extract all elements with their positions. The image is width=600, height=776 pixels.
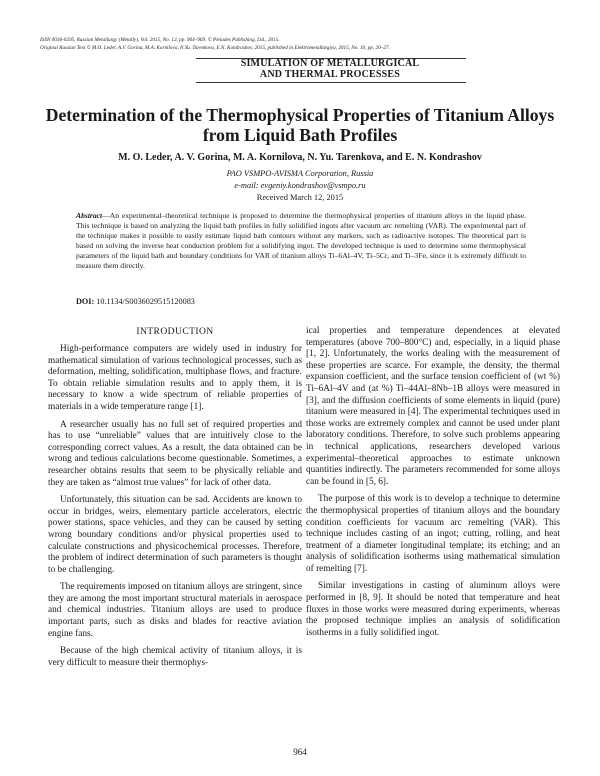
body-paragraph: Unfortunately, this situation can be sad. Accidents are known to occur in bridges, weirs, elementary particle accelerators, electric power stations, space vehicles, and they can be caused by setting wrong boundary conditions and/or physical properties used to calculate constructions and physicochemical processes. Therefore, the problem of indirect determination of such parameters is thought to be challenging. (48, 495, 302, 575)
section-line-1: SIMULATION OF METALLURGICAL (240, 58, 420, 69)
article-title-line-1: Determination of the Thermophysical Properties of Titanium Alloys (45, 105, 555, 125)
author-list: M. O. Leder, A. V. Gorina, M. A. Kornilova, N. Yu. Tarenkova, and E. N. Kondrashov (118, 152, 482, 163)
section-rule-bottom (196, 82, 466, 83)
left-column (48, 326, 302, 675)
journal-header (40, 36, 570, 52)
body-paragraph: ical properties and temperature dependences at elevated temperatures (above 700–800°C) and, especially, in a liquid phase [1, 2]. Unfortunately, the works dealing with the measurement of these properties are scarce. For example, the density, the thermal expansion coefficient, and the surface tension coefficient of (wt %) Ti–6Al–4V and (at %) Ti–44Al–8Nb–1B alloys were measured in [3], and the diffusion coefficients of some elements in liquid (pure) titanium were measured in [4]. The experimental techniques used in those works are extremely complex and cannot be used under plant laboratory conditions. Therefore, to solve such problems appearing in technical applications, researchers developed various experimental–theoretical approaches to estimate unknown quantities indirectly. The parameters recommended for some alloys can be found in [5, 6]. (306, 326, 560, 487)
doi-label: DOI: (76, 297, 95, 306)
body-paragraph: The requirements imposed on titanium alloys are stringent, since they are among the most important structural materials in aerospace and chemical industries. Titanium alloys are used to produce important parts, such as disks and blades for reactive aviation engine fans. (48, 582, 302, 639)
article-title (40, 105, 560, 145)
abstract-label: Abstract (76, 211, 103, 220)
right-column (306, 326, 560, 645)
original-text-line: Original Russian Text © M.O. Leder, A.V. Gorina, M.A. Kornilova, N.Yu. Tarenkova, E.N. Kondrashov, 2015, published in Elektrometallurgiya, 2015, No. 10, pp. 20–27. (40, 45, 390, 51)
introduction-heading: INTRODUCTION (136, 326, 214, 337)
abstract (76, 211, 526, 271)
page-number: 964 (293, 747, 307, 757)
doi (76, 297, 376, 307)
section-line-2: AND THERMAL PROCESSES (259, 69, 401, 80)
abstract-text: —An experimental–theoretical technique is proposed to determine the thermophysical properties of titanium alloys in the liquid phase. This technique is based on analyzing the liquid bath profiles in fully solidified ingots after vacuum arc remelting (VAR). The experimental part of the technique makes it possible to easily estimate liquid bath contours without any markers, such as radioactive isotopes. The theoretical part is based on solving the inverse heat conduction problem for a solidifying ingot. The developed technique is used to determine some thermophysical parameters of the liquid bath and boundary conditions for VAR of titanium alloys Ti–6Al–4V, Ti–5Cr, and Ti–3Fe, since it is extremely difficult to measure them directly. (76, 211, 526, 270)
body-paragraph: The purpose of this work is to develop a technique to determine the thermophysical properties of titanium alloys and the boundary condition coefficients for vacuum arc remelting (VAR). This technique includes casting of an ingot; cutting, rolling, and heat treatment of a diameter longitudinal template; its etching; and an analysis of solidification isotherms using mathematical simulation of remelting [7]. (306, 494, 560, 574)
body-paragraph: Because of the high chemical activity of titanium alloys, it is very difficult to measure their thermophys- (48, 646, 302, 668)
section-banner (170, 58, 490, 80)
article-title-line-2: from Liquid Bath Profiles (202, 125, 398, 145)
body-paragraph: High-performance computers are widely used in industry for mathematical simulation of various technological processes, such as deformation, melting, solidification, multiphase flows, and fracture. To obtain reliable simulation results and to apply them, it is necessary to know a wide spectrum of reliable properties of materials in a wide temperature range [1]. (48, 344, 302, 412)
body-paragraph: A researcher usually has no full set of required properties and has to use “unreliable” values that are intuitively close to the corresponding correct values. As a result, the data obtained can be wrong and tedious calculations become questionable. Sometimes, a researcher obtains results that seem to be physically reliable and they are taken as “almost true values” for lack of other data. (48, 419, 302, 488)
doi-value: 10.1134/S0036029515120083 (96, 297, 195, 306)
contact-email: e-mail: evgeniy.kondrashov@vsmpo.ru (234, 181, 366, 190)
received-date: Received March 12, 2015 (256, 193, 344, 202)
affiliation: PAO VSMPO-AVISMA Corporation, Russia (226, 169, 374, 178)
journal-citation-line: ISSN 0036-0295, Russian Metallurgy (Metally), Vol. 2015, No. 12, pp. 964–969. © Pleiades Publishing, Ltd., 2015. (40, 37, 280, 43)
body-paragraph: Similar investigations in casting of aluminum alloys were performed in [8, 9]. It should be noted that temperature and heat fluxes in those works were measured during experiments, whereas the proposed technique implies an analysis of solidification isotherms in a fully solidified ingot. (306, 581, 560, 638)
